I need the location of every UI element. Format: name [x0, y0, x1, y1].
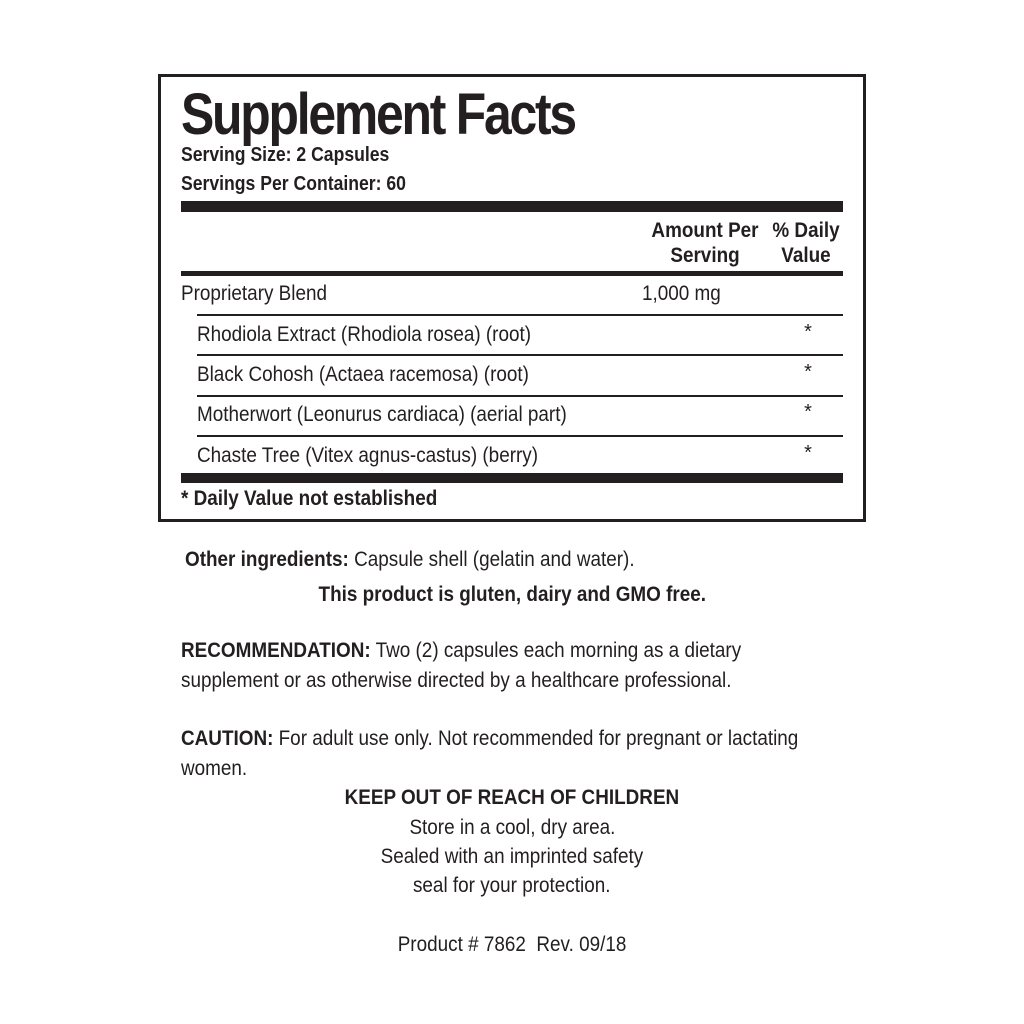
thick-divider-top — [181, 201, 843, 212]
seal-line-2 — [0, 871, 1024, 901]
other-ingredients — [185, 545, 635, 575]
thick-divider-bottom — [181, 473, 843, 483]
seal-line-1 — [0, 842, 1024, 872]
ingredient-name-4: Chaste Tree (Vitex agnus-castus) (berry) — [197, 444, 539, 467]
supplement-facts-panel — [158, 74, 866, 522]
servings-per-container: Servings Per Container: 60 — [181, 173, 406, 195]
product-code — [0, 930, 1024, 960]
storage-instructions — [0, 813, 1024, 843]
serving-size: Serving Size: 2 Capsules — [181, 144, 390, 166]
column-header-amount-line2: Serving — [670, 244, 740, 267]
caution-label: CAUTION: — [181, 727, 274, 750]
caution-line2: women. — [181, 757, 248, 780]
facts-title: Supplement Facts — [181, 82, 575, 147]
column-header-daily-value — [766, 218, 847, 268]
column-header-amount-line1: Amount Per — [651, 219, 759, 242]
row-divider — [197, 354, 843, 356]
blend-name: Proprietary Blend — [181, 282, 328, 305]
seal-line-2-text: seal for your protection. — [413, 874, 611, 897]
recommendation — [181, 636, 741, 696]
recommendation-line2: supplement or as otherwise directed by a healthcare professional. — [181, 669, 732, 692]
ingredient-name-2: Black Cohosh (Actaea racemosa) (root) — [197, 363, 529, 386]
row-divider — [197, 314, 843, 316]
caution-line1: For adult use only. Not recommended for pregnant or lactating — [273, 727, 799, 750]
storage-text: Store in a cool, dry area. — [409, 816, 615, 839]
free-statement-text: This product is gluten, dairy and GMO free. — [318, 583, 706, 606]
row-divider — [197, 435, 843, 437]
recommendation-line1: Two (2) capsules each morning as a dietary — [370, 639, 742, 662]
ingredient-dv-1: * — [804, 321, 812, 343]
keep-out-warning-text: KEEP OUT OF REACH OF CHILDREN — [344, 786, 680, 809]
ingredient-dv-4: * — [804, 442, 812, 464]
thick-divider-header — [181, 271, 843, 276]
blend-amount: 1,000 mg — [642, 282, 721, 305]
daily-value-footnote: * Daily Value not established — [181, 487, 438, 510]
free-statement — [0, 580, 1024, 610]
row-divider — [197, 395, 843, 397]
column-header-amount — [642, 218, 768, 268]
other-ingredients-text: Capsule shell (gelatin and water). — [348, 548, 635, 571]
column-header-dv-line1: % Daily — [772, 219, 840, 242]
ingredient-dv-3: * — [804, 401, 812, 423]
column-header-dv-line2: Value — [781, 244, 831, 267]
ingredient-name-3: Motherwort (Leonurus cardiaca) (aerial part) — [197, 403, 567, 426]
ingredient-name-1: Rhodiola Extract (Rhodiola rosea) (root) — [197, 323, 532, 346]
seal-line-1-text: Sealed with an imprinted safety — [380, 845, 644, 868]
product-code-text: Product # 7862 Rev. 09/18 — [397, 933, 627, 956]
ingredient-dv-2: * — [804, 361, 812, 383]
keep-out-warning — [0, 783, 1024, 813]
recommendation-label: RECOMMENDATION: — [181, 639, 371, 662]
caution — [181, 724, 798, 784]
other-ingredients-label: Other ingredients: — [185, 548, 349, 571]
